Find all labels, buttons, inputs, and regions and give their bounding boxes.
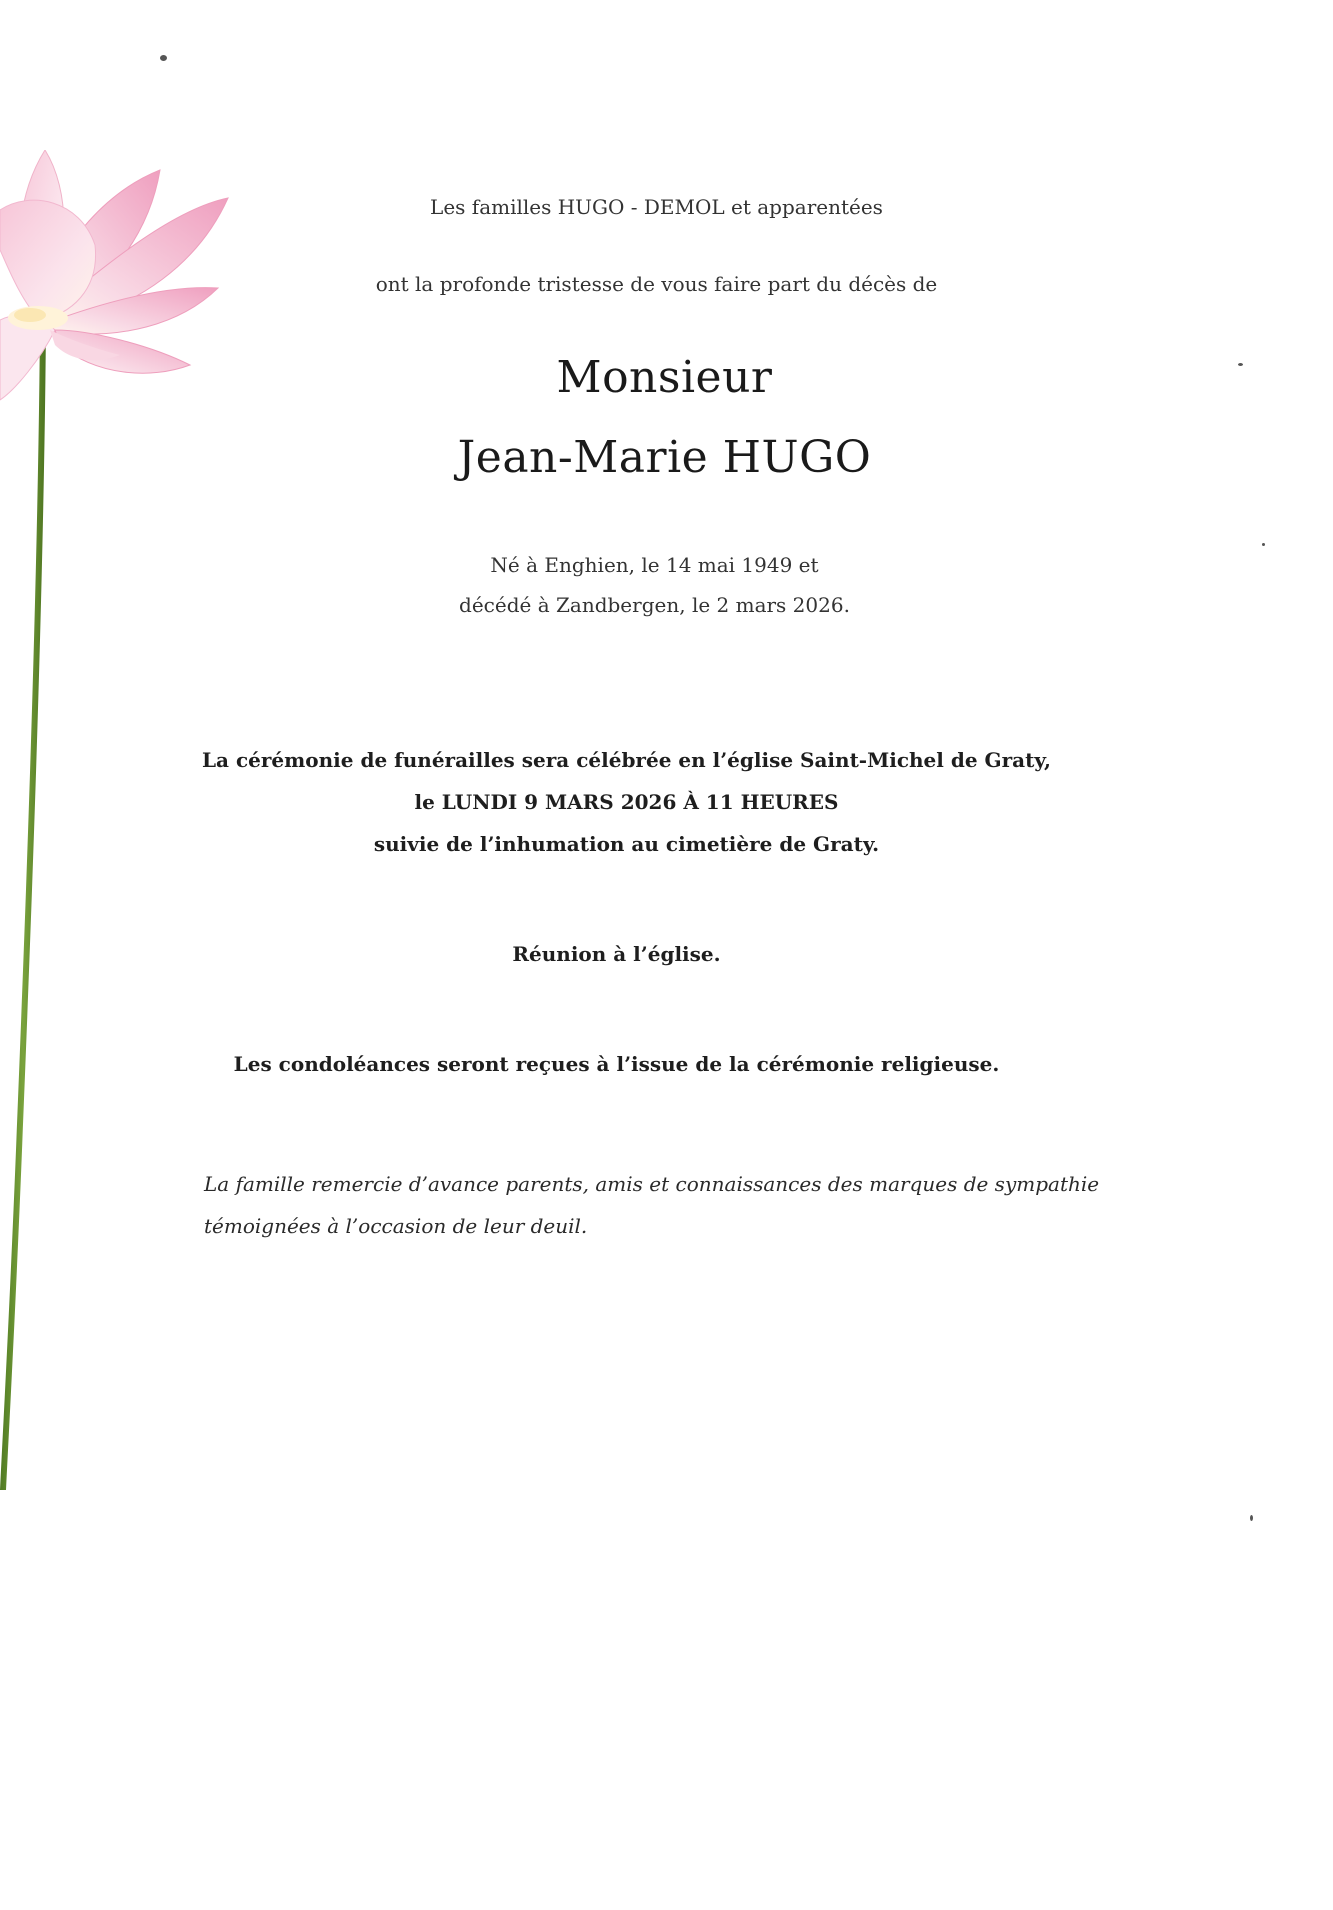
scan-speck [1262,543,1265,546]
families-line: Les familles HUGO - DEMOL et apparentées [430,195,883,219]
meeting-line: Réunion à l’église. [512,942,721,966]
thanks-line-1: La famille remercie d’avance parents, amis et connaissances des marques de sympathie [204,1172,1100,1196]
deceased-title: Monsieur [556,352,773,403]
deceased-name: Jean-Marie HUGO [457,432,872,483]
ceremony-date: le LUNDI 9 MARS 2026 À 11 HEURES [414,790,839,814]
scan-speck [1250,1515,1253,1521]
scan-speck [160,55,167,61]
burial-line: suivie de l’inhumation au cimetière de Graty. [373,832,880,856]
birth-line: Né à Enghien, le 14 mai 1949 et [490,553,819,577]
ceremony-line: La cérémonie de funérailles sera célébrée en l’église Saint-Michel de Graty, [201,748,1051,772]
condolences-line: Les condoléances seront reçues à l’issue de la cérémonie religieuse. [233,1052,1000,1076]
death-line: décédé à Zandbergen, le 2 mars 2026. [459,593,850,617]
thanks-line-2: témoignées à l’occasion de leur deuil. [204,1214,588,1238]
lotus-flower-image [0,150,240,1490]
sadness-line: ont la profonde tristesse de vous faire part du décès de [375,272,938,296]
